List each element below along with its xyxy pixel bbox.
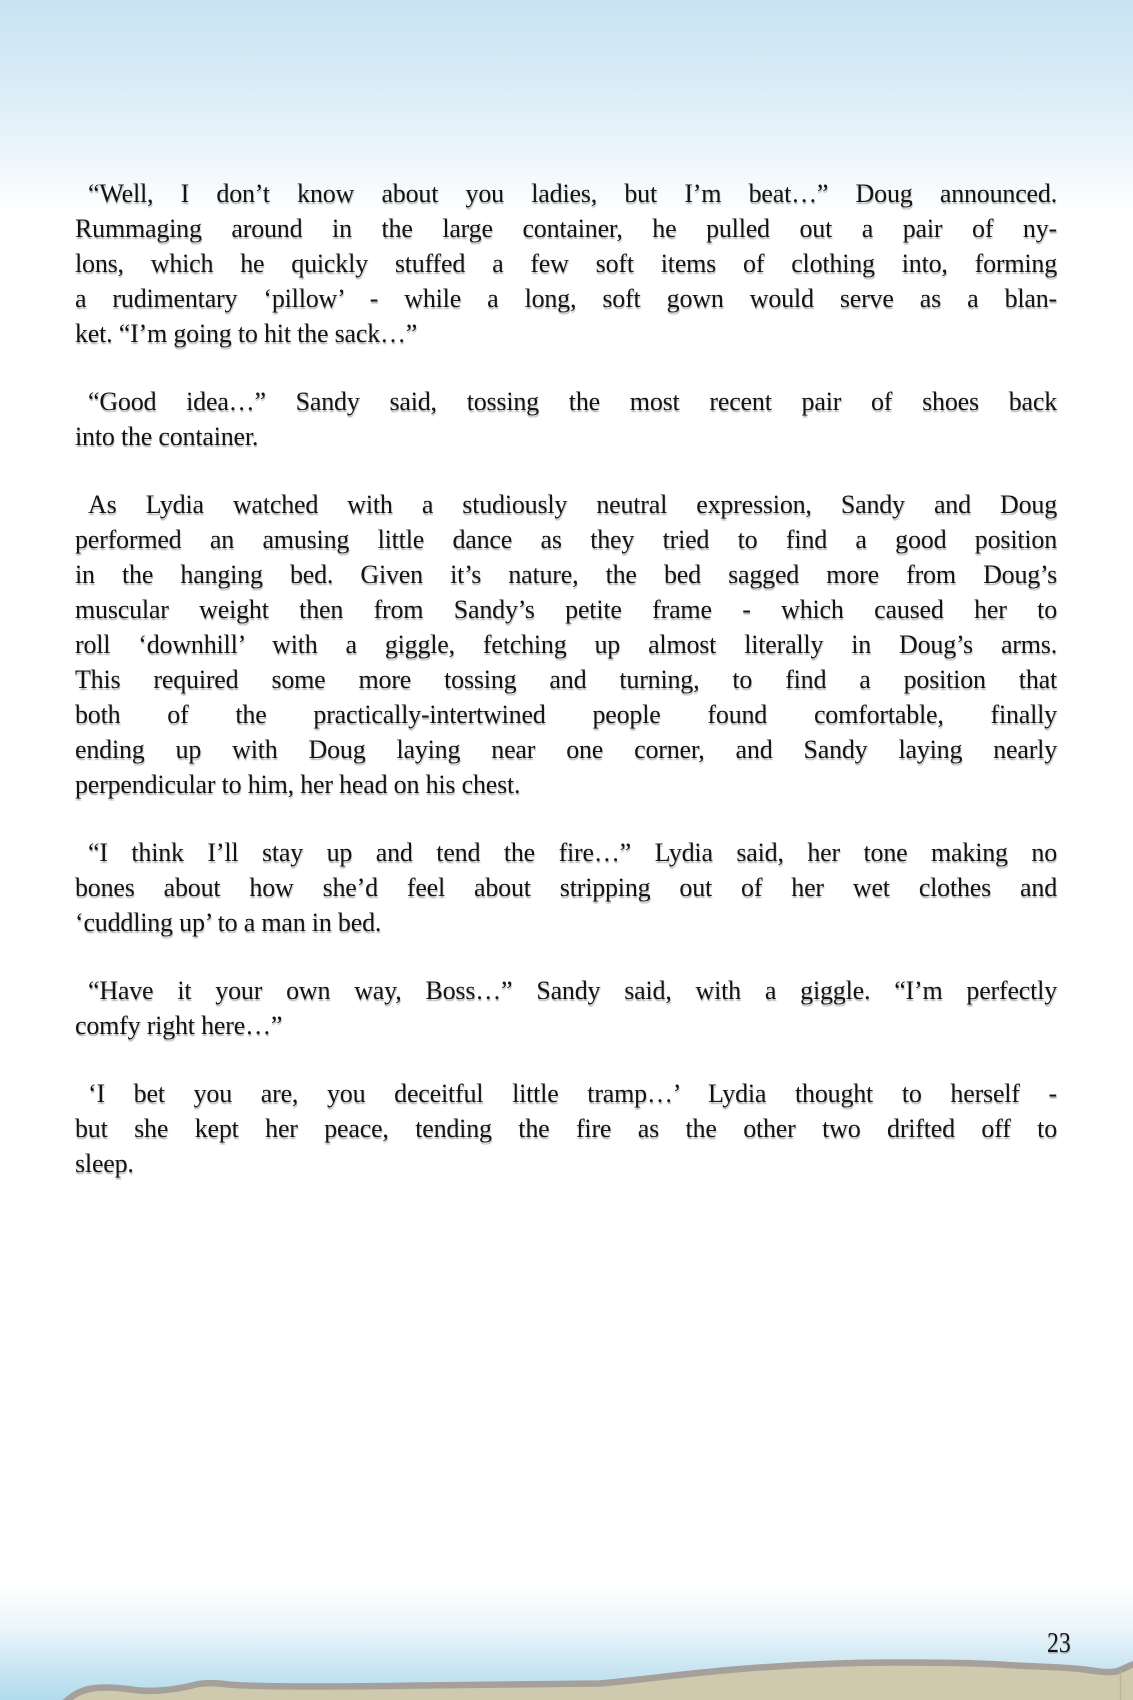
text-line: in the hanging bed. Given it’s nature, the bed sagged more from Doug’s: [75, 560, 1057, 589]
paragraph: [75, 384, 1057, 454]
paragraph: [75, 1076, 1057, 1181]
story-text: [75, 176, 1057, 1181]
text-line: muscular weight then from Sandy’s petite frame - which caused her to: [75, 595, 1057, 624]
page-number: 23: [1047, 1628, 1071, 1659]
text-line: “Well, I don’t know about you ladies, but I’m beat…” Doug announced.: [88, 179, 1057, 208]
text-line: bones about how she’d feel about stripping out of her wet clothes and: [75, 873, 1057, 902]
text-line: comfy right here…”: [75, 1011, 283, 1040]
text-line: “Good idea…” Sandy said, tossing the most recent pair of shoes back: [88, 387, 1057, 416]
text-line: As Lydia watched with a studiously neutral expression, Sandy and Doug: [88, 490, 1057, 519]
paragraph: [75, 176, 1057, 351]
paragraph: [75, 835, 1057, 940]
paragraph: [75, 487, 1057, 802]
paragraph: [75, 973, 1057, 1043]
text-line: ending up with Doug laying near one corner, and Sandy laying nearly: [75, 735, 1057, 764]
text-line: but she kept her peace, tending the fire as the other two drifted off to: [75, 1114, 1057, 1143]
text-line: performed an amusing little dance as they tried to find a good position: [75, 525, 1057, 554]
text-line: Rummaging around in the large container, he pulled out a pair of ny-: [75, 214, 1057, 243]
text-line: ‘I bet you are, you deceitful little tramp…’ Lydia thought to herself -: [88, 1079, 1057, 1108]
text-line: sleep.: [75, 1149, 134, 1178]
text-line: ket. “I’m going to hit the sack…”: [75, 319, 418, 348]
text-line: both of the practically-intertwined people found comfortable, finally: [75, 700, 1057, 729]
sand-dune-illustration: [0, 1620, 1133, 1700]
text-line: This required some more tossing and turning, to find a position that: [75, 665, 1057, 694]
text-line: “I think I’ll stay up and tend the fire…” Lydia said, her tone making no: [88, 838, 1057, 867]
text-line: into the container.: [75, 422, 259, 451]
text-line: ‘cuddling up’ to a man in bed.: [75, 908, 382, 937]
text-line: lons, which he quickly stuffed a few soft items of clothing into, forming: [75, 249, 1057, 278]
text-line: roll ‘downhill’ with a giggle, fetching up almost literally in Doug’s arms.: [75, 630, 1057, 659]
text-line: a rudimentary ‘pillow’ - while a long, soft gown would serve as a blan-: [75, 284, 1057, 313]
text-line: perpendicular to him, her head on his chest.: [75, 770, 521, 799]
text-line: “Have it your own way, Boss…” Sandy said, with a giggle. “I’m perfectly: [88, 976, 1057, 1005]
